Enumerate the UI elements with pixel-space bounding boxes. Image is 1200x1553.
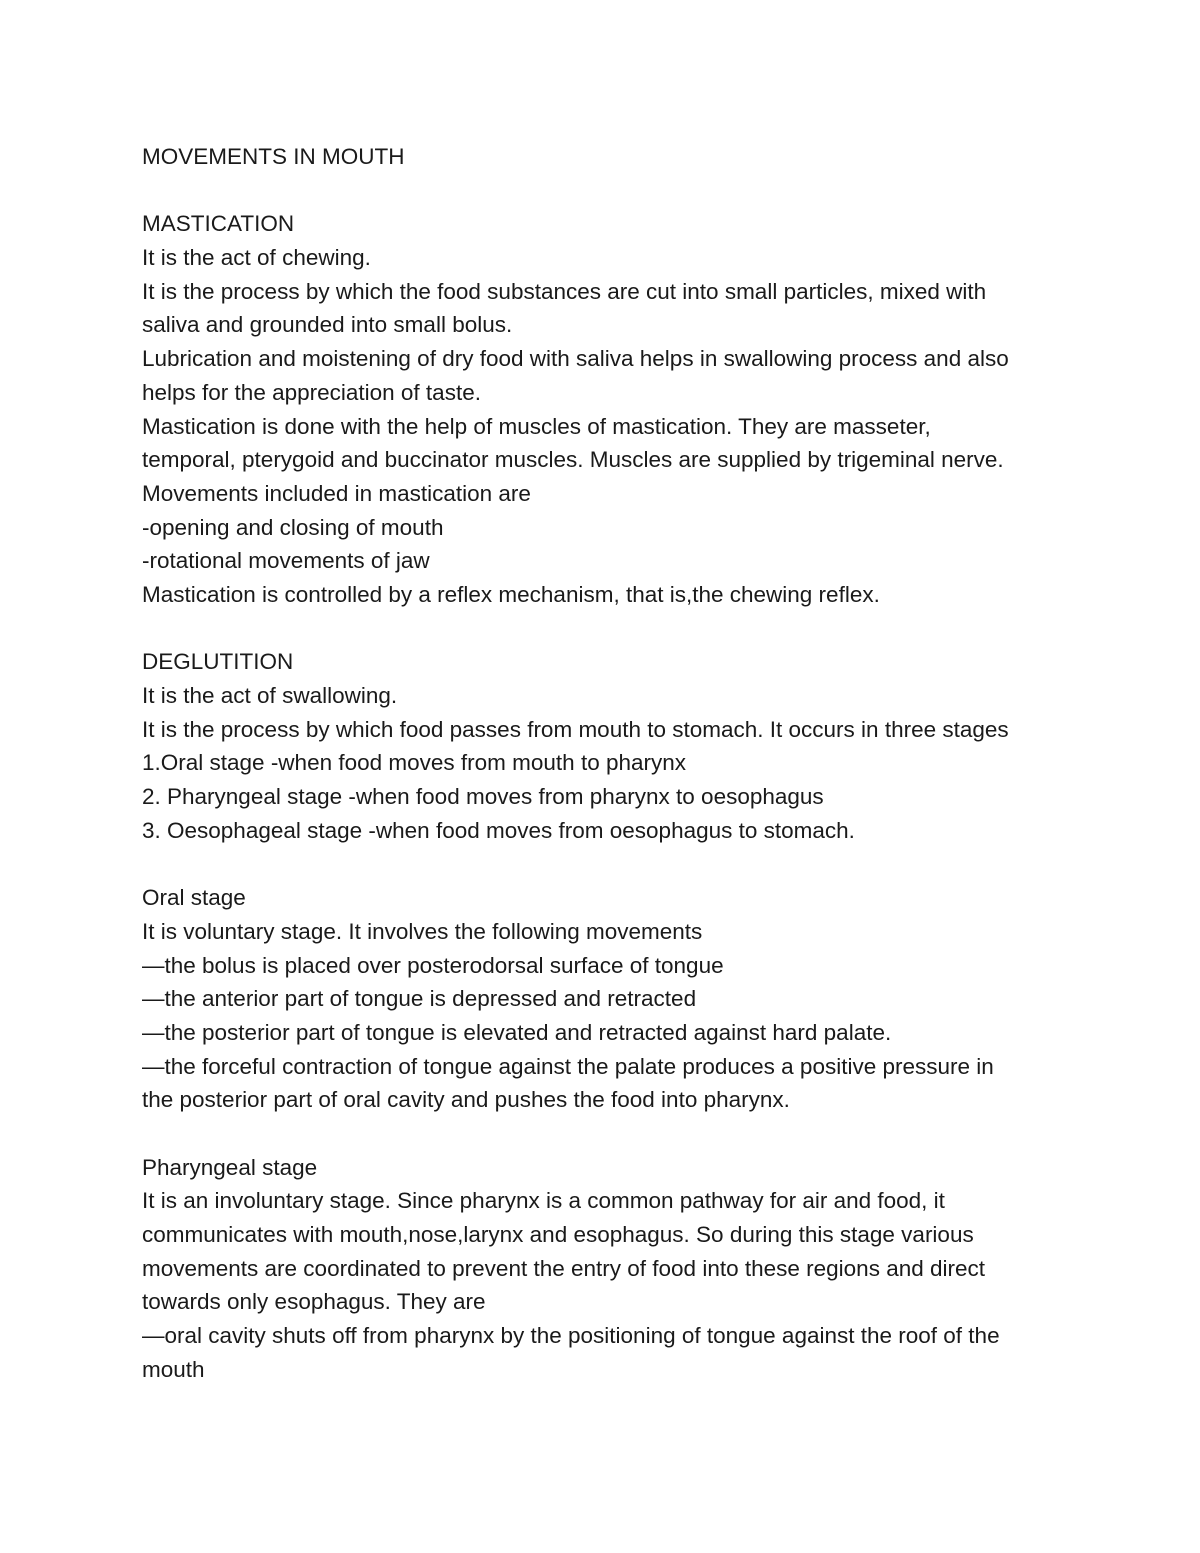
blank-line [142,612,1082,646]
blank-line [142,1117,1082,1151]
text-line: It is the process by which the food substances are cut into small particles, mixed with [142,278,987,304]
text-line: It is the act of swallowing. [142,683,398,708]
section-heading-oral-stage: Oral stage [142,885,246,911]
blank-line [142,174,1082,208]
text-line: It is voluntary stage. It involves the following movements [142,918,703,944]
document-title: MOVEMENTS IN MOUTH [142,144,405,169]
text-line: Mastication is done with the help of muscles of mastication. They are masseter, [142,413,931,439]
list-item: -rotational movements of jaw [142,548,430,574]
text-line: Lubrication and moistening of dry food with saliva helps in swallowing process and also [142,346,1009,372]
list-item: —the forceful contraction of tongue against the palate produces a positive pressure in [142,1053,994,1079]
list-item: —the posterior part of tongue is elevated and retracted against hard palate. [142,1019,892,1045]
text-line: It is an involuntary stage. Since pharynx is a common pathway for air and food, it [142,1188,945,1214]
text-line: saliva and grounded into small bolus. [142,312,513,338]
list-item: —oral cavity shuts off from pharynx by the positioning of tongue against the roof of the [142,1323,1000,1349]
text-line: Mastication is controlled by a reflex mechanism, that is,the chewing reflex. [142,581,880,607]
text-line: It is the process by which food passes from mouth to stomach. It occurs in three stages [142,716,1009,742]
text-line: temporal, pterygoid and buccinator muscles. Muscles are supplied by trigeminal nerve. [142,447,1004,473]
text-line: towards only esophagus. They are [142,1289,486,1315]
section-heading-pharyngeal-stage: Pharyngeal stage [142,1154,318,1180]
section-heading-deglutition: DEGLUTITION [142,649,294,675]
document-body [142,140,1082,1386]
text-line: mouth [142,1356,205,1382]
text-line: communicates with mouth,nose,larynx and esophagus. So during this stage various [142,1222,974,1247]
blank-line [142,847,1082,881]
list-item: 1.Oral stage -when food moves from mouth to pharynx [142,750,687,776]
list-item: 2. Pharyngeal stage -when food moves from pharynx to oesophagus [142,784,824,810]
list-item: 3. Oesophageal stage -when food moves from oesophagus to stomach. [142,817,855,843]
text-line: movements are coordinated to prevent the entry of food into these regions and direct [142,1255,986,1281]
list-item: —the bolus is placed over posterodorsal surface of tongue [142,952,724,978]
text-line: helps for the appreciation of taste. [142,379,481,405]
text-line: It is the act of chewing. [142,245,371,271]
list-item: -opening and closing of mouth [142,514,444,540]
text-line: the posterior part of oral cavity and pushes the food into pharynx. [142,1087,790,1113]
text-line: Movements included in mastication are [142,480,531,506]
list-item: —the anterior part of tongue is depressed and retracted [142,986,697,1012]
section-heading-mastication: MASTICATION [142,211,295,237]
